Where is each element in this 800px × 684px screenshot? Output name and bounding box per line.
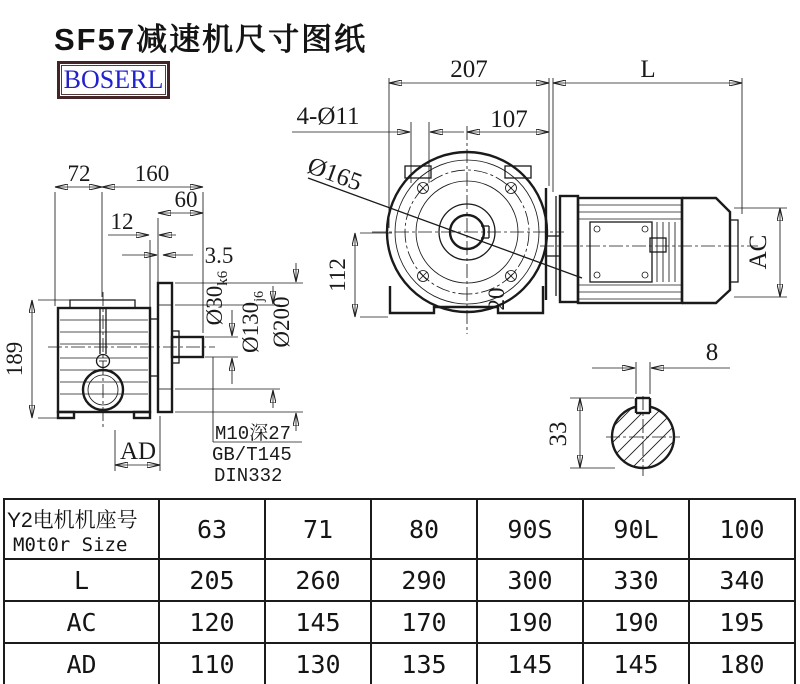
dim-flange-165: Ø165: [303, 152, 366, 197]
dim-flange-dia: Ø200: [269, 296, 294, 348]
row-label: AD: [4, 643, 159, 684]
cell: 135: [371, 643, 477, 684]
brand-logo-text: BOSERL: [63, 65, 164, 94]
size-col: 90L: [583, 499, 689, 559]
dim-key-width-8: 8: [705, 339, 719, 366]
cell: 190: [583, 601, 689, 643]
dim-ad: AD: [119, 438, 157, 465]
dimension-table: [3, 498, 796, 684]
dim-107: 107: [490, 106, 528, 133]
motor-size-header: [4, 499, 159, 559]
motor-view: [540, 196, 787, 303]
dim-160: 160: [134, 161, 170, 186]
cell: 195: [689, 601, 795, 643]
front-view: [372, 126, 564, 334]
dim-112: 112: [325, 258, 350, 292]
dim-key-height-33: 33: [545, 421, 572, 447]
dim-pilot-dia: $Ø130_{j6}$: [238, 290, 267, 354]
cell: 340: [689, 559, 795, 601]
cell: 170: [371, 601, 477, 643]
dim-60: 60: [174, 187, 198, 212]
dim-shaft-dia: $Ø30_{k6}$: [202, 270, 231, 326]
dim-189: 189: [2, 341, 27, 377]
shaft-section: [545, 339, 730, 480]
row-label: AC: [4, 601, 159, 643]
front-view-dimensions: [292, 56, 742, 317]
row-label: L: [4, 559, 159, 601]
cell: 180: [689, 643, 795, 684]
motor-size-header-en: M0t0r Size: [13, 533, 128, 556]
table-row: [4, 601, 795, 643]
size-col: 90S: [477, 499, 583, 559]
note-tapped-hole: M10深27: [215, 423, 292, 445]
note-din-standard: DIN332: [214, 465, 283, 487]
size-col: 80: [371, 499, 477, 559]
dim-ac: AC: [745, 234, 772, 270]
table-row: [4, 559, 795, 601]
cell: 190: [477, 601, 583, 643]
dim-207: 207: [450, 56, 488, 83]
dim-72: 72: [67, 161, 91, 186]
dim-motor-length: L: [640, 56, 656, 83]
cell: 300: [477, 559, 583, 601]
dim-depth-20: 20: [484, 287, 509, 311]
size-col: 71: [265, 499, 371, 559]
cell: 205: [159, 559, 265, 601]
cell: 290: [371, 559, 477, 601]
cell: 145: [583, 643, 689, 684]
cell: 110: [159, 643, 265, 684]
size-col: 100: [689, 499, 795, 559]
cell: 145: [477, 643, 583, 684]
table-row: [4, 643, 795, 684]
dim-12: 12: [110, 209, 134, 234]
size-col: 63: [159, 499, 265, 559]
dim-bolt-holes: 4-Ø11: [296, 103, 360, 130]
note-gb-standard: GB/T145: [212, 444, 292, 466]
page-title: SF57减速机尺寸图纸: [54, 22, 368, 57]
cell: 130: [265, 643, 371, 684]
table-header-row: [4, 499, 795, 559]
motor-size-header-cn: Y2电机机座号: [7, 508, 138, 532]
cell: 330: [583, 559, 689, 601]
dim-3-5: 3.5: [204, 243, 234, 268]
cell: 145: [265, 601, 371, 643]
side-view-dimensions: [2, 161, 303, 487]
cell: 260: [265, 559, 371, 601]
cell: 120: [159, 601, 265, 643]
